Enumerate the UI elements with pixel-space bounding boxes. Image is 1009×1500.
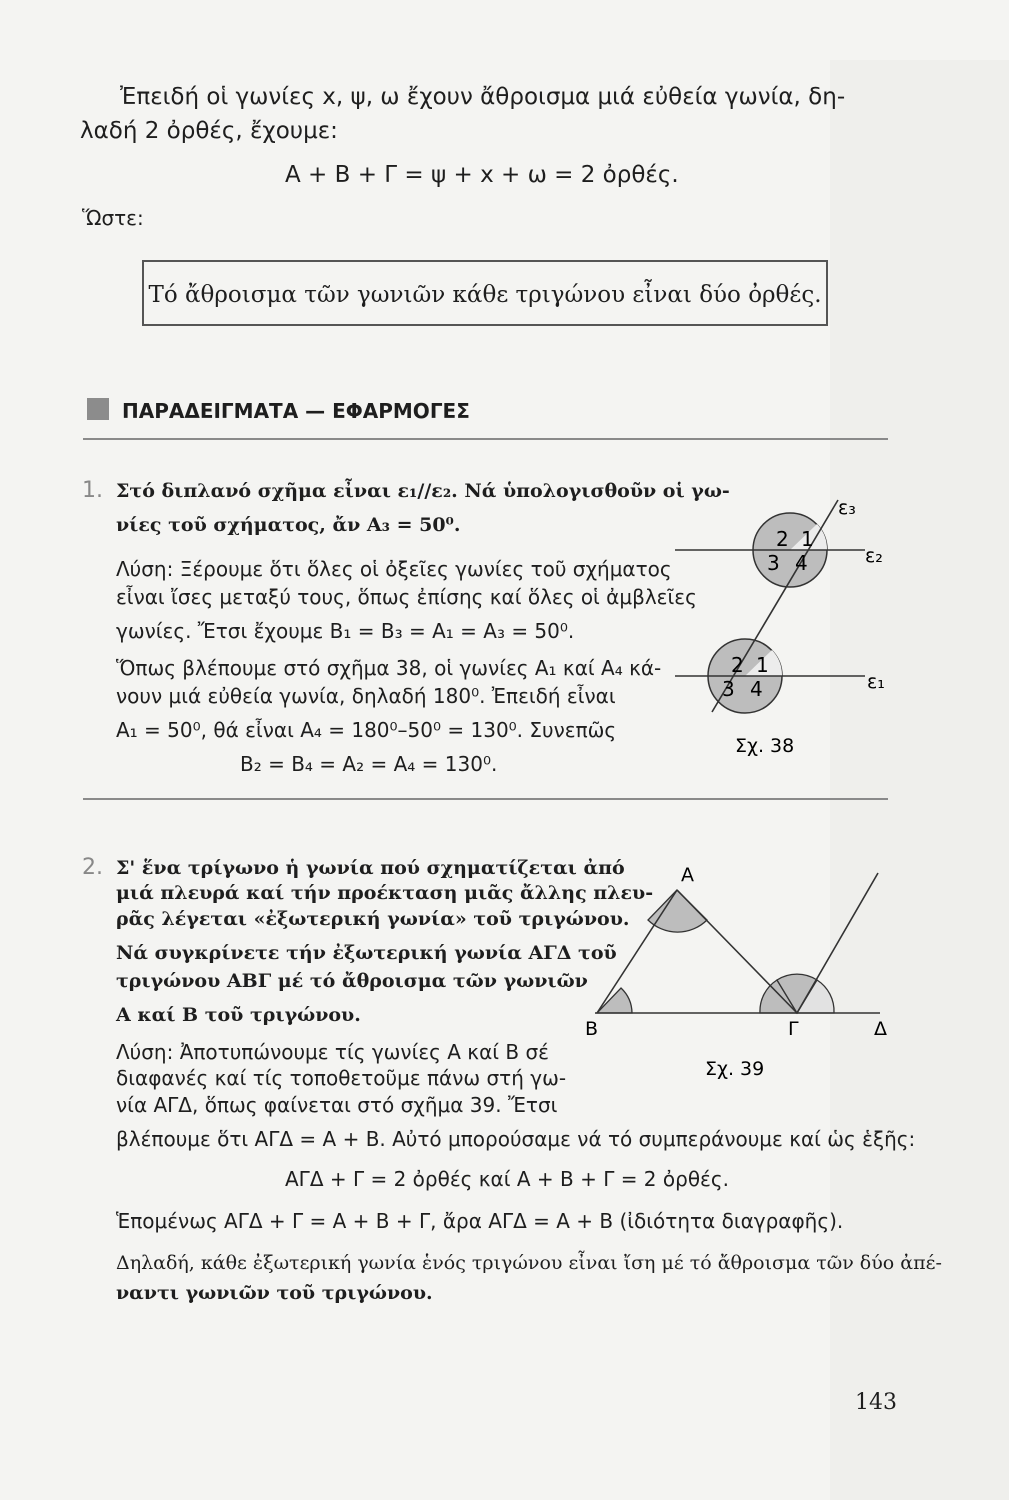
example-1-solution-7: Β₂ = Β₄ = Α₂ = Α₄ = 130⁰. xyxy=(240,752,498,776)
example-2-statement-3: ρᾶς λέγεται «ἐξωτερική γωνία» τοῦ τριγώνου. xyxy=(116,908,630,930)
vertex-A: Α xyxy=(681,864,694,886)
example-2-solution-2: διαφανές καί τίς τοποθετοῦμε πάνω στή γω- xyxy=(116,1066,567,1090)
example-1-statement-1: Στό διπλανό σχῆμα εἶναι ε₁//ε₂. Νά ὑπολογισθοῦν οἱ γω- xyxy=(116,480,730,502)
example-2-statement-5: τριγώνου ΑΒΓ μέ τό ἄθροισμα τῶν γωνιῶν xyxy=(116,970,588,992)
example-2-statement-6: Α καί Β τοῦ τριγώνου. xyxy=(116,1004,361,1026)
figure-38-caption: Σχ. 38 xyxy=(735,735,795,757)
page-edge-shadow xyxy=(830,60,1009,1500)
section-title: ΠΑΡΑΔΕΙΓΜΑΤΑ — ΕΦΑΡΜΟΓΕΣ xyxy=(122,399,470,423)
example-1-number: 1. xyxy=(82,478,103,503)
example-2-statement-1: Σ' ἕνα τρίγωνο ἡ γωνία πού σχηματίζεται ἀπό xyxy=(116,857,625,879)
example-1-solution-1: Λύση: Ξέρουμε ὅτι ὅλες οἱ ὀξεῖες γωνίες τοῦ σχήματος xyxy=(116,557,672,581)
lower-angle-2: 2 xyxy=(731,653,744,677)
example-1-solution-2: εἶναι ἴσες μεταξύ τους, ὅπως ἐπίσης καί ὅλες οἱ ἀμβλεῖες xyxy=(116,585,697,609)
theorem-box xyxy=(142,260,828,326)
example-2-solution-3: νία ΑΓΔ, ὅπως φαίνεται στό σχῆμα 39. Ἔτσι xyxy=(116,1093,558,1117)
label-eps3: ε₃ xyxy=(838,497,856,519)
upper-angle-4: 4 xyxy=(795,551,808,575)
example-1-statement-2: νίες τοῦ σχήματος, ἄν Α₃ = 50⁰. xyxy=(116,514,461,536)
label-eps2: ε₂ xyxy=(865,545,883,567)
example-2-solution-5: ΑΓΔ + Γ = 2 ὀρθές καί Α + Β + Γ = 2 ὀρθές. xyxy=(285,1167,729,1191)
upper-angle-2: 2 xyxy=(776,527,789,551)
angle-B-shaded xyxy=(597,988,632,1013)
example-1-solution-6: Α₁ = 50⁰, θά εἶναι Α₄ = 180⁰–50⁰ = 130⁰. Συνεπῶς xyxy=(116,718,617,742)
section-rule-middle xyxy=(83,798,888,800)
vertex-D: Δ xyxy=(874,1018,887,1040)
vertex-G: Γ xyxy=(788,1018,799,1040)
figure-38 xyxy=(660,490,900,780)
upper-angle-1: 1 xyxy=(801,527,814,551)
example-1-solution-3: γωνίες. Ἔτσι ἔχουμε Β₁ = Β₃ = Α₁ = Α₃ = 50⁰. xyxy=(116,619,575,643)
vertex-B: Β xyxy=(585,1018,599,1040)
side-AG xyxy=(677,890,797,1013)
figure-39 xyxy=(585,855,895,1085)
ray-from-G xyxy=(797,873,878,1013)
angle-sum-equation: Α + Β + Γ = ψ + x + ω = 2 ὀρθές. xyxy=(285,162,679,188)
section-rule-top xyxy=(83,438,888,440)
conclusion-line-2: ναντι γωνιῶν τοῦ τριγώνου. xyxy=(116,1282,433,1304)
section-square-icon xyxy=(87,398,109,420)
lower-angle-3: 3 xyxy=(722,677,735,701)
example-2-solution-6: Ἑπομένως ΑΓΔ + Γ = Α + Β + Γ, ἄρα ΑΓΔ = Α + Β (ἰδιότητα διαγραφῆς). xyxy=(116,1209,844,1233)
label-eps1: ε₁ xyxy=(867,671,885,693)
example-2-statement-4: Νά συγκρίνετε τήν ἐξωτερική γωνία ΑΓΔ τοῦ xyxy=(116,942,617,964)
lower-angle-1: 1 xyxy=(756,653,769,677)
side-BA xyxy=(597,890,677,1013)
lower-angle-4: 4 xyxy=(750,677,763,701)
example-1-solution-5: νουν μιά εὐθεία γωνία, δηλαδή 180⁰. Ἐπειδή εἶναι xyxy=(116,684,616,708)
upper-angle-3: 3 xyxy=(767,551,780,575)
example-2-solution-1: Λύση: Ἀποτυπώνουμε τίς γωνίες Α καί Β σέ xyxy=(116,1040,549,1064)
example-2-number: 2. xyxy=(82,855,103,880)
example-2-solution-4: βλέπουμε ὅτι ΑΓΔ = Α + Β. Αὐτό μπορούσαμε νά τό συμπεράνουμε καί ὡς ἑξῆς: xyxy=(116,1127,916,1151)
intro-line-1: Ἐπειδή οἱ γωνίες x, ψ, ω ἔχουν ἄθροισμα μιά εὐθεία γωνία, δη- xyxy=(120,84,846,110)
example-2-statement-2: μιά πλευρά καί τήν προέκταση μιᾶς ἄλλης πλευ- xyxy=(116,882,654,904)
conclusion-line-1: Δηλαδή, κάθε ἐξωτερική γωνία ἑνός τριγώνου εἶναι ἴση μέ τό ἄθροισμα τῶν δύο ἀπέ- xyxy=(116,1252,942,1274)
theorem-text: Τό ἄθροισμα τῶν γωνιῶν κάθε τριγώνου εἶναι δύο ὀρθές. xyxy=(148,282,822,308)
intro-line-2: λαδή 2 ὀρθές, ἔχουμε: xyxy=(80,118,338,144)
example-1-solution-4: Ὅπως βλέπουμε στό σχῆμα 38, οἱ γωνίες Α₁ καί Α₄ κά- xyxy=(116,656,662,680)
wste-label: Ὥστε: xyxy=(82,206,144,230)
page-number: 143 xyxy=(855,1390,897,1415)
figure-39-caption: Σχ. 39 xyxy=(705,1058,765,1080)
